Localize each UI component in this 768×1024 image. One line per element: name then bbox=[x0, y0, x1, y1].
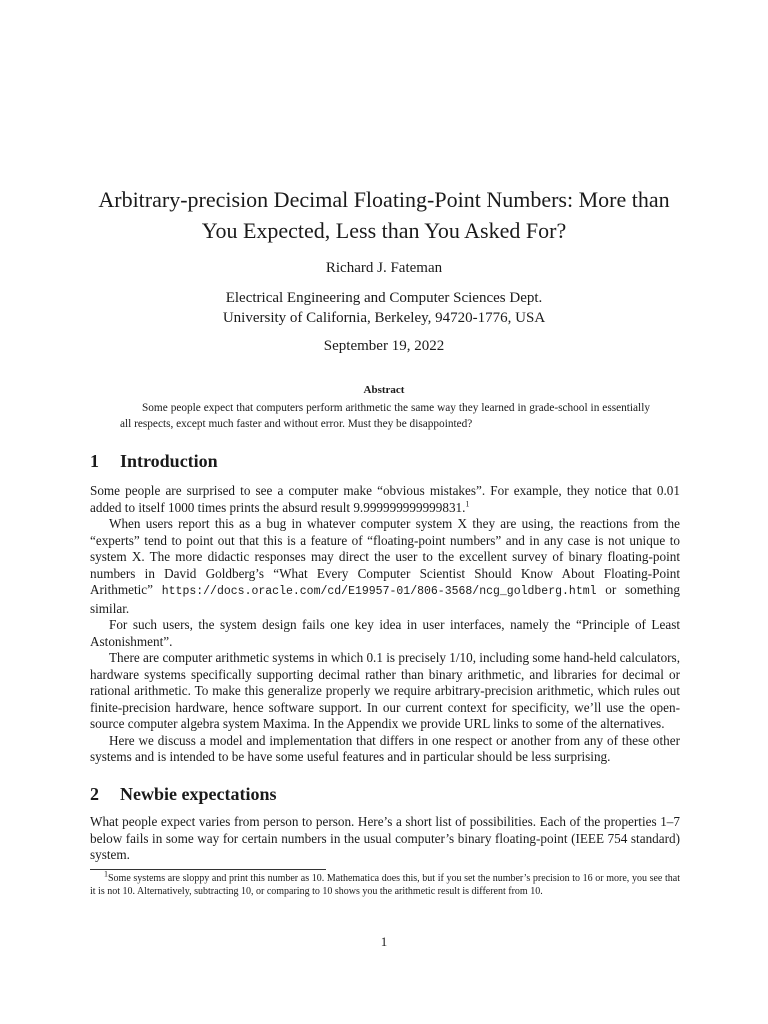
section-heading-introduction bbox=[90, 451, 218, 472]
affiliation-line-2: University of California, Berkeley, 94720-1776, USA bbox=[222, 310, 546, 326]
affiliation-line-1: Electrical Engineering and Computer Sciences Dept. bbox=[225, 290, 543, 306]
paragraph: What people expect varies from person to person. Here’s a short list of possibilities. Each of the properties 1–7 below fails in some way for certain numbers in the usual computer’s binary floating-point (IEEE 754 standard) system. bbox=[90, 814, 680, 862]
section-number: 1 bbox=[90, 451, 99, 471]
author-name: Richard J. Fateman bbox=[325, 260, 443, 276]
paragraph: Some people are surprised to see a computer make “obvious mistakes”. For example, they notice that 0.01 added to itself 1000 times prints the absurd result 9.999999999999831.$^1$ bbox=[90, 483, 680, 515]
footnote bbox=[90, 869, 680, 898]
paragraph: There are computer arithmetic systems in which 0.1 is precisely 1/10, including some hand-held calculators, hardware systems specifically supporting decimal rather than binary arithmetic, and libraries for decimal or rational arithmetic. To make this generalize properly we require arbitrary-precision arithmetic, which rules out finite-precision hardware, hence software support. In our current context for specificity, we’ll use the open-source computer algebra system Maxima. In the Appendix we provide URL links to some of the alternatives. bbox=[90, 650, 680, 731]
newbie-expectations-body bbox=[90, 814, 680, 864]
title-line-1: Arbitrary-precision Decimal Floating-Point Numbers: More than bbox=[98, 187, 670, 212]
footnote-divider bbox=[90, 869, 326, 870]
goldberg-url-link[interactable]: https://docs.oracle.com/cd/E19957-01/806-3568/ncg_goldberg.html bbox=[161, 585, 597, 598]
paper-title bbox=[60, 184, 708, 246]
section-title: Introduction bbox=[120, 451, 218, 471]
affiliation bbox=[60, 288, 708, 328]
abstract-text: Some people expect that computers perform arithmetic the same way they learned in grade-school in essentially all respects, except much faster and without error. Must they be disappointed? bbox=[120, 402, 650, 430]
paragraph: Here we discuss a model and implementation that differs in one respect or another from any of these other systems and is intended to be have some useful features and in particular should be less surprising. bbox=[90, 732, 680, 764]
page-number: 1 bbox=[380, 934, 388, 949]
footnote-text: Some systems are sloppy and print this number as 10. Mathematica does this, but if you set the number’s precision to 16 or more, you see that it is not 10. Alternatively, subtracting 10, or comparing to 10 shows you the arithmetic result is different from 10. bbox=[90, 873, 680, 897]
abstract-heading: Abstract bbox=[363, 384, 405, 396]
introduction-body bbox=[90, 483, 680, 766]
paper-date: September 19, 2022 bbox=[323, 338, 445, 354]
title-line-2: You Expected, Less than You Asked For? bbox=[201, 218, 567, 243]
paragraph: When users report this as a bug in whatever computer system X they are using, the reactions from the “experts” tend to point out that this is a feature of “floating-point numbers” and in any case is not unique to system X. The more didactic responses may direct the user to the excellent survey of binary floating-point numbers in David Goldberg’s “What Every Computer Scientist Should Know About Floating-Point Arithmetic” https://docs.oracle.com/cd/E19957-01/806-3568/ncg_goldberg.html or something similar. bbox=[90, 516, 680, 616]
section-number: 2 bbox=[90, 784, 99, 804]
paragraph: For such users, the system design fails one key idea in user interfaces, namely the “Principle of Least Astonishment”. bbox=[90, 617, 680, 649]
footnote-number: 1 bbox=[104, 869, 108, 879]
footnote-mark[interactable]: 1 bbox=[465, 499, 470, 509]
section-title: Newbie expectations bbox=[120, 784, 277, 804]
section-heading-newbie-expectations bbox=[90, 784, 276, 805]
